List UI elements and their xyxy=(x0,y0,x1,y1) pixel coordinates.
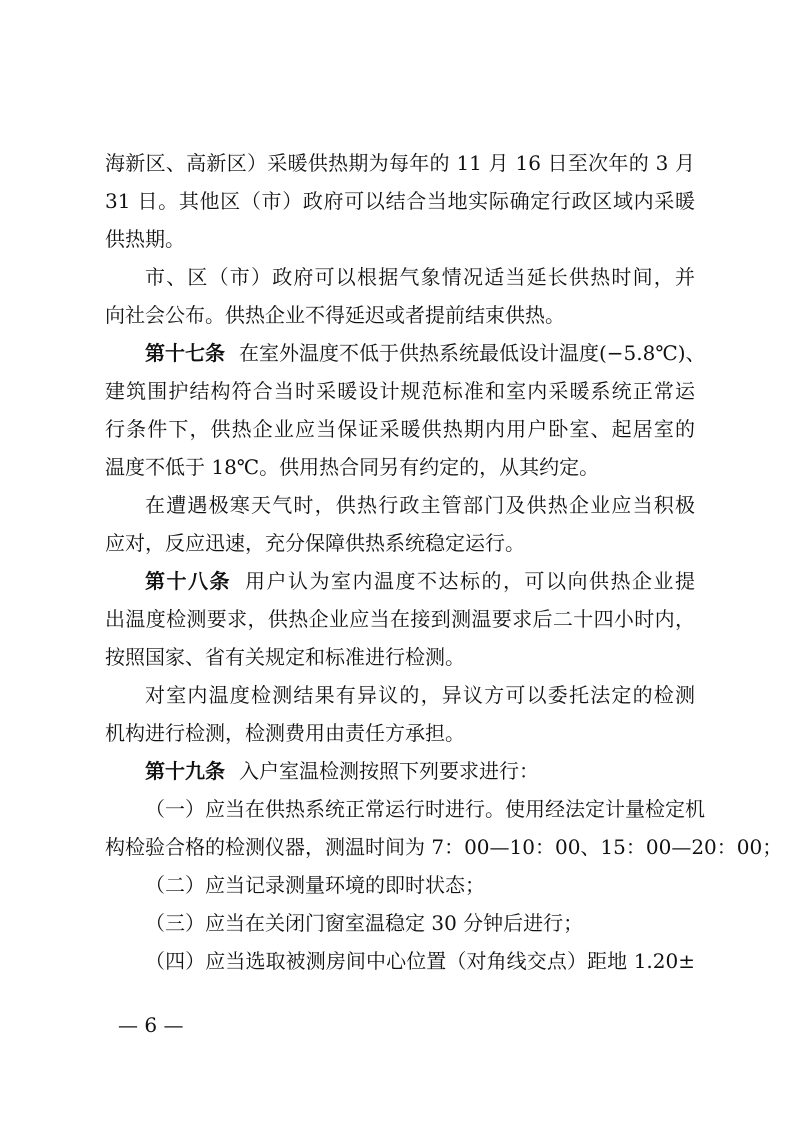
text-line xyxy=(105,448,695,486)
article-number: 第十七条 xyxy=(145,341,225,365)
line-text: 应对，反应迅速，充分保障供热系统稳定运行。 xyxy=(105,531,525,555)
line-text: 出温度检测要求，供热企业应当在接到测温要求后二十四小时内， xyxy=(105,607,695,631)
line-text: 行条件下，供热企业应当保证采暖供热期内用户卧室、起居室的 xyxy=(105,417,695,441)
text-line xyxy=(105,600,695,638)
text-line xyxy=(105,828,783,866)
text-line xyxy=(105,220,695,258)
page-number: — 6 — xyxy=(118,1013,184,1037)
text-line xyxy=(105,790,705,828)
text-line xyxy=(105,524,695,562)
line-text: 机构进行检测，检测费用由责任方承担。 xyxy=(105,721,465,745)
line-text: 向社会公布。供热企业不得延迟或者提前结束供热。 xyxy=(105,303,565,327)
article-line xyxy=(105,334,706,372)
line-text: 市、区（市）政府可以根据气象情况适当延长供热时间，并 xyxy=(145,265,695,289)
line-text: （三）应当在关闭门窗室温稳定 30 分钟后进行； xyxy=(145,911,584,935)
line-text: 海新区、高新区）采暖供热期为每年的 11 月 16 日至次年的 3 月 xyxy=(105,151,695,175)
text-line xyxy=(105,942,695,980)
line-text: （二）应当记录测量环境的即时状态； xyxy=(145,873,485,897)
text-line xyxy=(105,676,695,714)
article-number: 第十八条 xyxy=(145,569,231,593)
line-text: 对室内温度检测结果有异议的，异议方可以委托法定的检测 xyxy=(145,683,695,707)
line-text: 在遭遇极寒天气时，供热行政主管部门及供热企业应当积极 xyxy=(145,493,695,517)
line-text: 供热期。 xyxy=(105,227,185,251)
line-text: 按照国家、省有关规定和标准进行检测。 xyxy=(105,645,465,669)
article-number: 第十九条 xyxy=(145,759,225,783)
document-body xyxy=(105,144,783,980)
text-line xyxy=(105,904,695,942)
line-text: 入户室温检测按照下列要求进行： xyxy=(239,759,539,783)
article-line xyxy=(105,562,695,600)
text-line xyxy=(105,638,695,676)
text-line xyxy=(105,182,695,220)
line-text: 31 日。其他区（市）政府可以结合当地实际确定行政区域内采暖 xyxy=(105,189,695,213)
text-line xyxy=(105,714,695,752)
line-text: 温度不低于 18℃。供用热合同另有约定的，从其约定。 xyxy=(105,455,600,479)
line-text: （四）应当选取被测房间中心位置（对角线交点）距地 1.20± xyxy=(145,949,695,973)
text-line xyxy=(105,372,695,410)
line-text: 构检验合格的检测仪器，测温时间为 7：00—10：00、15：00—20：00； xyxy=(105,835,783,859)
text-line xyxy=(105,866,695,904)
line-text: 在室外温度不低于供热系统最低设计温度(−5.8℃)、 xyxy=(239,341,706,365)
text-line xyxy=(105,258,695,296)
line-text: （一）应当在供热系统正常运行时进行。使用经法定计量检定机 xyxy=(145,797,705,821)
text-line xyxy=(105,410,695,448)
line-text: 用户认为室内温度不达标的，可以向供热企业提 xyxy=(245,569,695,593)
article-line xyxy=(105,752,695,790)
text-line xyxy=(105,144,695,182)
text-line xyxy=(105,296,695,334)
line-text: 建筑围护结构符合当时采暖设计规范标准和室内采暖系统正常运 xyxy=(105,379,695,403)
text-line xyxy=(105,486,695,524)
